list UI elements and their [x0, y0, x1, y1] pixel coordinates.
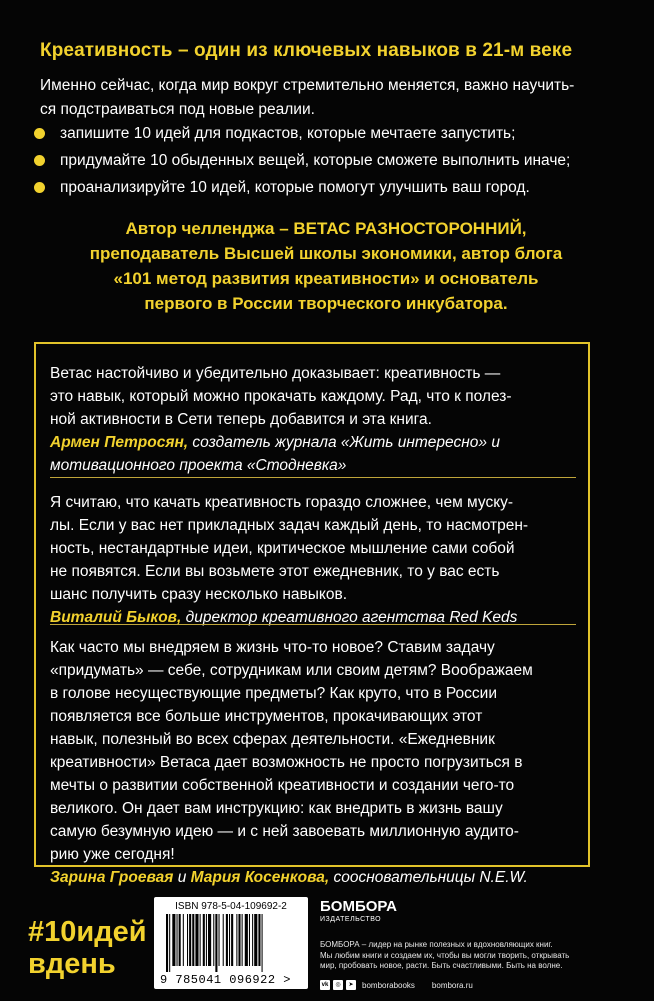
barcode-bar	[242, 914, 243, 966]
quote-line: Ветас настойчиво и убедительно доказывает: креативность —	[50, 365, 501, 382]
barcode-bar	[192, 914, 194, 966]
publisher-desc-line: мир, пробовать новое, расти. Быть счастливыми. Быть на волне.	[320, 961, 563, 970]
barcode-bars	[166, 914, 296, 972]
barcode-bar	[203, 914, 205, 966]
hashtag	[28, 916, 147, 980]
telegram-icon: ➤	[346, 980, 356, 990]
barcode-bar	[226, 914, 228, 966]
barcode-bar	[254, 914, 257, 966]
bullet-dot-icon	[34, 128, 45, 139]
barcode-bar	[252, 914, 253, 966]
bullet-item	[34, 122, 570, 146]
bullet-text: запишите 10 идей для подкастов, которые мечтаете запустить;	[60, 125, 516, 142]
quote-author-name: Виталий Быков,	[50, 609, 182, 626]
barcode-bar	[200, 914, 201, 966]
barcode-bar	[206, 914, 207, 966]
barcode-bar	[166, 914, 168, 972]
author-line: первого в России творческого инкубатора.	[144, 294, 508, 313]
intro-line: Именно сейчас, когда мир вокруг стремительно меняется, важно научить-	[40, 77, 575, 94]
testimonial-1	[50, 362, 580, 477]
barcode-bar	[179, 914, 181, 966]
barcode-bar	[183, 914, 184, 966]
barcode-bar	[195, 914, 198, 966]
barcode-bar	[223, 914, 224, 966]
barcode-number: 9 785041 096922 >	[160, 973, 291, 987]
testimonial-3	[50, 636, 580, 889]
barcode-bar	[238, 914, 240, 966]
quote-line: шанс получить сразу несколько навыков.	[50, 586, 347, 603]
intro-paragraph	[40, 74, 612, 122]
hashtag-line: вдень	[28, 948, 116, 980]
quote-line: мечты о развитии собственной креативности и создании чего-то	[50, 777, 515, 794]
quote-author-role: директор креативного агентства Red Keds	[181, 609, 518, 626]
quote-attribution	[50, 866, 580, 889]
divider	[50, 624, 576, 625]
quote-line: навык, полезный во всех сферах деятельности. «Ежедневник	[50, 731, 495, 748]
social-handle: bomborabooks	[362, 980, 415, 990]
bullet-item	[34, 149, 570, 173]
barcode-bar	[189, 914, 191, 966]
quote-line: самую безумную идею — и с ней завоевать миллионную аудито-	[50, 823, 519, 840]
author-block	[40, 216, 612, 316]
intro-line: ся подстраиваться под новые реалии.	[40, 101, 315, 118]
bullet-dot-icon	[34, 182, 45, 193]
barcode-bar	[236, 914, 237, 966]
quote-attribution	[50, 431, 580, 454]
hashtag-line: #10идей	[28, 916, 147, 948]
barcode-bar	[172, 914, 175, 966]
bullet-dot-icon	[34, 155, 45, 166]
quote-line: Как часто мы внедряем в жизнь что-то новое? Ставим задачу	[50, 639, 495, 656]
quote-line: появляется все больше инструментов, прокачивающих этот	[50, 708, 483, 725]
quote-line: креативности» Ветаса дает возможность не просто погрузиться в	[50, 754, 523, 771]
barcode-bar	[187, 914, 188, 966]
bullet-list	[34, 122, 570, 203]
quote-line: это навык, который можно прокачать каждому. Рад, что к полез-	[50, 388, 512, 405]
bullet-text: придумайте 10 обыденных вещей, которые сможете выполнить иначе;	[60, 152, 571, 169]
quote-line: лы. Если у вас нет прикладных задач каждый день, то насмотрен-	[50, 517, 529, 534]
author-line: «101 метод развития креативности» и основатель	[113, 269, 539, 288]
quote-author-name: Мария Косенкова,	[190, 869, 330, 886]
quote-author-name: Зарина Гроевая	[50, 869, 174, 886]
quote-author-role: создатель журнала «Жить интересно» и	[188, 434, 500, 451]
barcode-bar	[249, 914, 250, 966]
isbn-text: ISBN 978-5-04-109692-2	[175, 901, 287, 912]
barcode-bar	[169, 914, 170, 972]
quote-line: Я считаю, что качать креативность гораздо сложнее, чем муску-	[50, 494, 514, 511]
quote-author-role: соосновательницы N.E.W.	[329, 869, 528, 886]
quote-attribution	[50, 606, 580, 629]
vk-icon: vk	[321, 982, 329, 988]
quote-line: в голове несуществующие предметы? Как круто, что в России	[50, 685, 497, 702]
publisher-desc-line: БОМБОРА – лидер на рынке полезных и вдохновляющих книг.	[320, 940, 553, 949]
barcode-bar	[229, 914, 230, 966]
quote-author-name: Армен Петросян,	[50, 434, 189, 451]
barcode-bar	[245, 914, 248, 966]
author-line: Автор челленджа – ВЕТАС РАЗНОСТОРОННИЙ,	[125, 219, 527, 238]
quote-line: «придумать» — себе, сотрудникам или своим детям? Воображаем	[50, 662, 533, 679]
barcode-bar	[262, 914, 263, 972]
quote-line: не появятся. Если вы возьмете этот ежедневник, то у вас есть	[50, 563, 500, 580]
instagram-icon: ◎	[333, 980, 343, 990]
testimonials-box	[34, 342, 590, 886]
quote-line: рию уже сегодня!	[50, 846, 175, 863]
barcode-bar	[231, 914, 233, 966]
quote-line: ность, нестандартные идеи, критическое мышление сами собой	[50, 540, 515, 557]
publisher-desc-line: Мы любим книги и создаем их, чтобы вы могли творить, открывать	[320, 950, 570, 960]
publisher-socials	[320, 980, 473, 990]
quote-line: великого. Он дает вам инструкцию: как внедрить в жизнь вашу	[50, 800, 503, 817]
barcode-bar	[258, 914, 260, 966]
bullet-item	[34, 176, 570, 200]
quote-conjunction: и	[173, 869, 191, 886]
divider	[50, 477, 576, 478]
barcode-bar	[208, 914, 211, 966]
heading: Креативность – один из ключевых навыков в 21-м веке	[40, 40, 573, 61]
author-line: преподаватель Высшей школы экономики, автор блога	[89, 244, 563, 263]
barcode-bar	[219, 914, 220, 966]
barcode-bar	[215, 914, 217, 972]
publisher-name: БОМБОРА	[320, 898, 397, 915]
publisher-subtitle: ИЗДАТЕЛЬСТВО	[320, 916, 382, 923]
testimonial-2	[50, 491, 580, 629]
barcode-bar	[177, 914, 178, 966]
quote-line: ной активности в Сети теперь добавится и эта книга.	[50, 411, 432, 428]
barcode	[154, 897, 308, 989]
quote-author-role: мотивационного проекта «Стодневка»	[50, 457, 347, 474]
publisher-description	[320, 940, 620, 972]
barcode-bar	[213, 914, 214, 966]
bullet-text: проанализируйте 10 идей, которые помогут улучшить ваш город.	[60, 179, 530, 196]
publisher-website: bombora.ru	[431, 980, 473, 990]
publisher-logo	[320, 899, 397, 924]
